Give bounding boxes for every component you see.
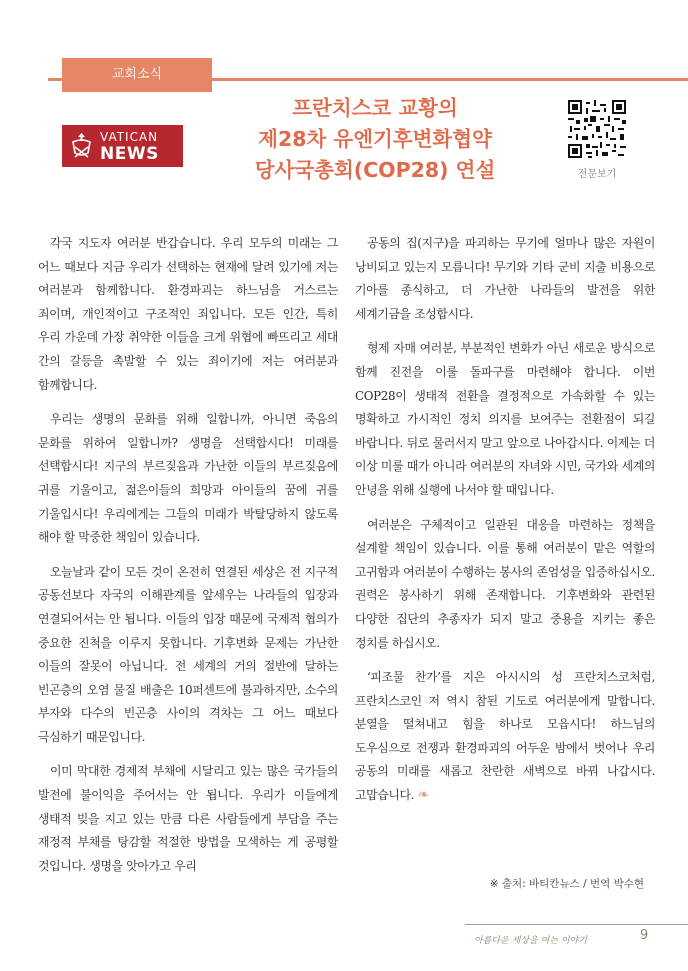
logo-text-vatican: VATICAN [100,130,159,144]
article-title [210,93,540,186]
paragraph: 우리는 생명의 문화를 위해 일합니까, 아니면 죽음의 문화를 위하여 일합니까? 생명을 선택합시다! 미래를 선택합시다! 지구의 부르짖음과 가난한 이들의 부르짖음에 귀를 기울이고, 젊은이들의 희망과 아이들의 꿈에 귀를 기울입시다! 우리에게는 그들의 미래가 박탈당하지 않도록 해야 할 막중한 책임이 있습니다. [38,412,338,545]
vatican-seal-icon [69,131,94,161]
paragraph: 공동의 집(지구)을 파괴하는 무기에 얼마나 많은 자원이 낭비되고 있는지 모릅니다! 무기와 기타 군비 지출 비용으로 기아를 종식하고, 더 가난한 나라들의 발전을 위한 세계기금을 조성합시다. [355,236,655,321]
page-number: 9 [640,928,649,943]
paragraph: 이미 막대한 경제적 부채에 시달리고 있는 많은 국가들의 발전에 불이익을 주어서는 안 됩니다. 우리가 이들에게 생태적 빚을 지고 있는 만큼 다른 사람들에게 부담을 주는 재정적 부채를 탕감할 적절한 방법을 모색하는 게 공평할 것입니다. 생명을 앗아가고 우리 [38,764,338,873]
title-line-3: 당사국총회(COP28) 연설 [254,158,496,182]
section-tag: 교회소식 [62,58,212,92]
wheat-icon: ❧ [417,787,429,804]
paragraph: 각국 지도자 여러분 반갑습니다. 우리 모두의 미래는 그 어느 때보다 지금 우리가 선택하는 현재에 달려 있기에 저는 여러분과 함께합니다. 환경파괴는 하느님을 거스르는 죄이며, 개인적이고 구조적인 죄입니다. 모든 인간, 특히 우리 가운데 가장 취약한 이들을 크게 위협에 빠뜨리고 세대 간의 갈등을 촉발할 수 있는 죄이기에 저는 여러분과 함께합니다. [38,236,338,392]
source-note: ※ 출처: 바티칸뉴스 / 번역 박수현 [489,878,644,890]
footer-rule [465,924,688,925]
qr-caption: 전문보기 [577,169,617,180]
left-column [38,232,338,889]
title-line-1: 프란치스코 교황의 [292,96,458,120]
paragraph-last [355,666,655,808]
magazine-name: 아름다운 세상을 여는 이야기 [474,936,587,946]
paragraph: 형제 자매 여러분, 부분적인 변화가 아닌 새로운 방식으로 함께 진전을 이룰 돌파구를 마련해야 합니다. 이번 COP28이 생태적 전환을 결정적으로 가속화할 수 있는 명확하고 가시적인 정치 의지를 보여주는 전환점이 되길 바랍니다. 뒤로 물러서지 말고 앞으로 나아갑시다. 이제는 더 이상 미룰 때가 아니라 여러분의 자녀와 시민, 국가와 세계의 안녕을 위해 실행에 나서야 할 때입니다. [355,341,655,497]
vatican-news-logo [62,125,183,167]
paragraph: 오늘날과 같이 모든 것이 온전히 연결된 세상은 전 지구적 공동선보다 자국의 이해관계를 앞세우는 나라들의 입장과 연결되어서는 안 됩니다. 이들의 입장 때문에 국제적 협의가 중요한 진척을 이루지 못합니다. 기후변화 문제는 가난한 이들의 잘못이 아닙니다. 전 세계의 거의 절반에 달하는 빈곤층의 오염 물질 배출은 10퍼센트에 불과하지만, 소수의 부자와 다수의 빈곤층 사이의 격차는 그 어느 때보다 극심하기 때문입니다. [38,564,338,744]
paragraph: 여러분은 구체적이고 일관된 대응을 마련하는 정책을 설계할 책임이 있습니다. 이를 통해 여러분이 맡은 역할의 고귀함과 여러분이 수행하는 봉사의 존엄성을 입증하십시오. 권력은 봉사하기 위해 존재합니다. 기후변화와 관련된 다양한 집단의 추종자가 되지 말고 중용을 지키는 좋은 정치를 하십시오. [355,517,655,650]
title-line-2: 제28차 유엔기후변화협약 [258,127,492,151]
paragraph-text: ‘피조물 찬가’를 지은 아시시의 성 프란치스코처럼, 프란치스코인 저 역시 참된 기도로 여러분에게 말합니다. 분열을 떨쳐내고 힘을 하나로 모읍시다! 하느님의 도우심으로 전쟁과 환경파괴의 어두운 밤에서 벗어나 우리 공동의 미래를 새롭고 찬란한 새벽으로 바꿔 나갑시다. 고맙습니다. [355,670,655,803]
qr-code[interactable] [568,100,626,158]
logo-text-news: NEWS [100,144,159,164]
right-column [355,232,655,819]
